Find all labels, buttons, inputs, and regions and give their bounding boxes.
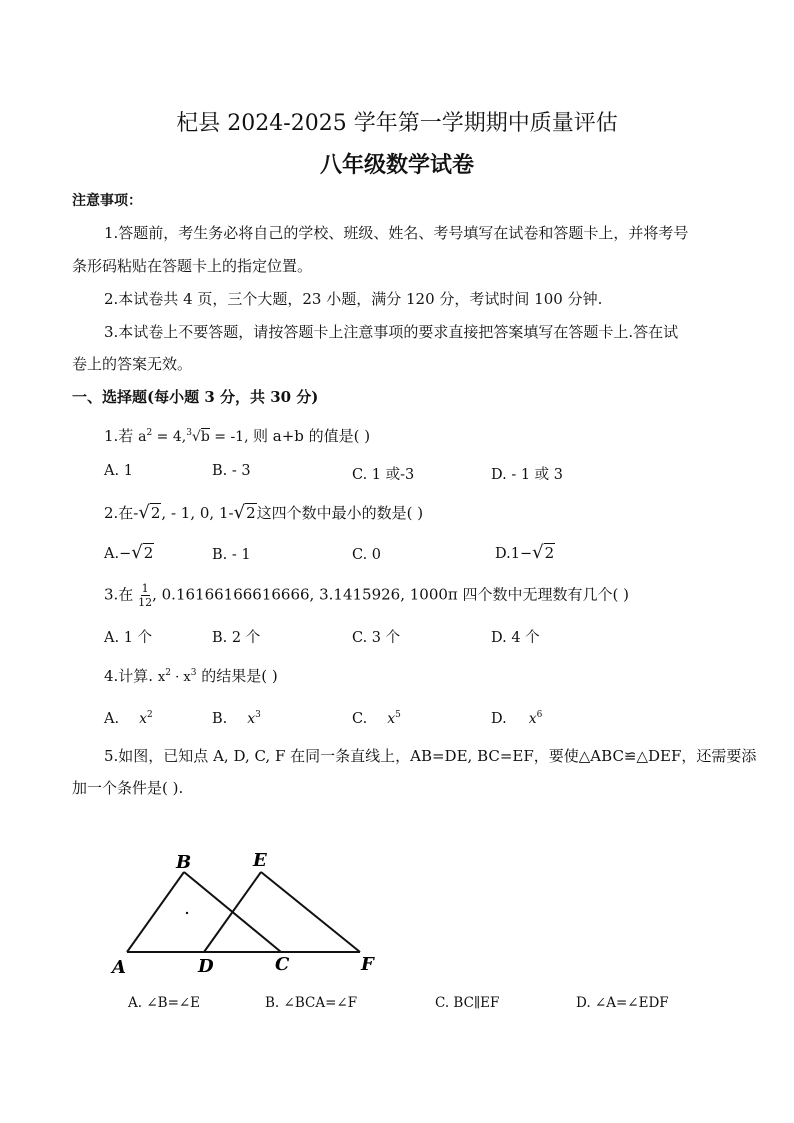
figure-dot [186, 912, 188, 914]
question-4 [104, 665, 278, 686]
q4-x2: x [183, 670, 191, 685]
q2-option-a-letter: A. [104, 546, 120, 562]
q2-option-c[interactable]: C. 0 [352, 547, 382, 563]
figure-segment-ef [261, 872, 360, 952]
figure-label-e: E [253, 850, 267, 871]
q4-option-d[interactable] [491, 710, 542, 727]
q4-option-b-x: x [247, 711, 256, 727]
notice-item-2: 2.本试卷共 4 页，三个大题，23 小题，满分 120 分，考试时间 100 分钟. [104, 290, 603, 308]
q1-radicand: b [200, 429, 210, 445]
q4-option-b-exp: 3 [255, 710, 261, 720]
q2-option-a-minus: − [119, 546, 132, 562]
section-1-heading: 一、选择题(每小题 3 分，共 30 分) [72, 388, 319, 406]
q3-option-a[interactable]: A. 1 个 [104, 630, 153, 646]
q4-option-c-letter: C. [352, 711, 368, 727]
q1-option-a[interactable]: A. 1 [104, 463, 133, 479]
q4-dot: · [170, 670, 184, 685]
q3-option-c[interactable]: C. 3 个 [352, 630, 401, 646]
q2-sqrt-2 [234, 502, 257, 523]
question-2 [104, 502, 423, 523]
exam-title: 杞县 2024-2025 学年第一学期期中质量评估 [176, 111, 618, 136]
q4-option-d-exp: 6 [536, 710, 543, 720]
question-3 [104, 582, 629, 609]
q3-option-d[interactable]: D. 4 个 [491, 630, 540, 646]
q5-option-b[interactable]: B. ∠BCA=∠F [265, 995, 358, 1011]
q2-suffix: 这四个数中最小的数是( ) [256, 504, 424, 522]
q1-eq1: = 4, [152, 429, 187, 445]
figure-label-c: C [275, 954, 290, 975]
q2-option-a-sqrt [131, 542, 154, 563]
q2-option-d-sqrt [532, 542, 555, 563]
q1-prefix: 1.若 [104, 427, 134, 445]
q4-option-d-letter: D. [491, 711, 507, 727]
notice-item-1-line-1: 1.答题前，考生务必将自己的学校、班级、姓名、考号填写在试卷和答题卡上，并将考号 [104, 224, 689, 242]
q2-option-b[interactable]: B. - 1 [212, 547, 251, 563]
q2-option-d-root-sign: √ [532, 542, 544, 563]
q3-fraction-numerator: 1 [141, 582, 149, 595]
question-1 [104, 425, 370, 446]
q1-eq2: = -1, [209, 429, 249, 445]
q4-option-a[interactable] [104, 710, 153, 727]
q4-option-c[interactable] [352, 710, 401, 727]
q4-exp2: 3 [190, 668, 197, 678]
q2-sqrt-1 [138, 502, 161, 523]
q1-root-sign: √ [191, 429, 201, 445]
figure-label-d: D [198, 956, 214, 977]
q4-x1: x [157, 670, 166, 685]
question-5-line-1: 5.如图，已知点 A, D, C, F 在同一条直线上，AB=DE, BC=EF，要使△ABC≌△DEF，还需要添 [104, 747, 757, 765]
q3-prefix: 3.在 [104, 585, 134, 604]
q4-option-c-x: x [387, 711, 396, 727]
q4-option-b-letter: B. [212, 711, 228, 727]
q2-radicand-2: 2 [246, 504, 256, 522]
q1-option-c[interactable]: C. 1 或-3 [352, 467, 415, 483]
exam-subtitle: 八年级数学试卷 [319, 152, 474, 178]
notice-heading: 注意事项： [72, 193, 142, 209]
figure-label-f: F [361, 954, 374, 975]
q3-fraction [138, 582, 152, 609]
q4-prefix: 4.计算. [104, 667, 154, 685]
notice-item-3-line-2: 卷上的答案无效。 [72, 355, 193, 373]
q2-option-d-radicand: 2 [544, 544, 555, 562]
q1-option-b[interactable]: B. - 3 [212, 463, 251, 479]
q1-option-d[interactable]: D. - 1 或 3 [491, 467, 564, 483]
q1-root-index: 3 [186, 428, 192, 438]
q3-rest: , 0.16166166616666, 3.1415926, 1000π 四个数中无理数有几个( ) [152, 585, 630, 604]
q2-root-sign-1: √ [138, 502, 150, 523]
q2-option-a-radicand: 2 [143, 544, 154, 562]
q1-exp: 2 [146, 428, 153, 438]
q2-option-d-expr: 1− [510, 546, 533, 562]
q2-option-d-letter: D. [495, 546, 511, 562]
figure-label-a: A [112, 957, 126, 978]
q4-option-a-x: x [139, 711, 147, 727]
question-5-line-2: 加一个条件是( ). [72, 779, 184, 797]
q1-suffix: 则 a+b 的值是( ) [252, 427, 371, 445]
q5-figure [100, 840, 400, 980]
q1-formula [138, 429, 253, 445]
figure-label-b: B [176, 852, 192, 873]
notice-item-3-line-1: 3.本试卷上不要答题，请按答题卡上注意事项的要求直接把答案填写在答题卡上.答在试 [104, 323, 679, 341]
figure-segment-de [204, 872, 261, 952]
q4-option-d-x: x [528, 711, 537, 727]
notice-item-1-line-2: 条形码粘贴在答题卡上的指定位置。 [72, 257, 313, 275]
figure-segment-ab [127, 872, 184, 952]
q2-option-a[interactable] [104, 542, 154, 563]
q3-option-b[interactable]: B. 2 个 [212, 630, 261, 646]
q4-option-c-exp: 5 [395, 710, 401, 720]
q5-option-c[interactable]: C. BC∥EF [435, 995, 500, 1011]
q3-fraction-denominator: 12 [138, 596, 153, 609]
q4-exp1: 2 [165, 668, 171, 678]
q4-option-b[interactable] [212, 710, 261, 727]
q2-prefix: 2.在- [104, 504, 139, 522]
q5-option-d[interactable]: D. ∠A=∠EDF [576, 995, 669, 1011]
q4-suffix: 的结果是( ) [201, 667, 278, 685]
q2-mid: , - 1, 0, 1- [161, 504, 234, 522]
q4-option-a-exp: 2 [147, 710, 153, 720]
q5-option-a[interactable]: A. ∠B=∠E [128, 995, 201, 1011]
q4-formula [158, 670, 197, 685]
q1-var-a: a [138, 429, 147, 445]
q2-radicand-1: 2 [150, 504, 161, 522]
q2-option-a-root-sign: √ [131, 542, 143, 563]
q2-option-d[interactable] [495, 542, 555, 563]
q2-root-sign-2: √ [233, 502, 246, 523]
q4-option-a-letter: A. [104, 711, 120, 727]
